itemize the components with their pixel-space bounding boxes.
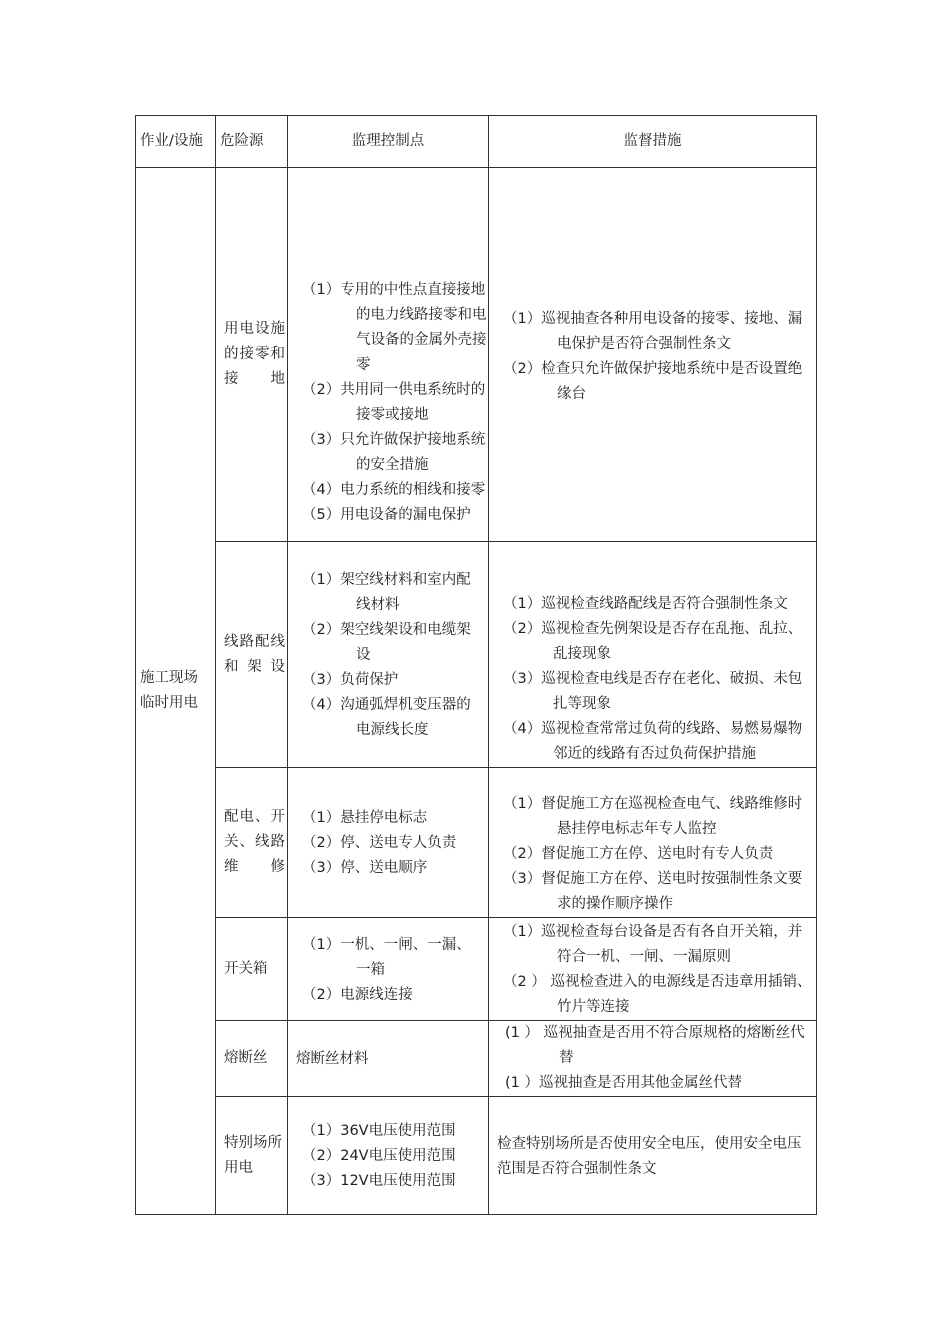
control-item: （5）用电设备的漏电保护: [302, 506, 471, 523]
control-points-cell: [288, 1097, 489, 1215]
control-item: （2）24V电压使用范围: [302, 1148, 456, 1164]
table-row: [136, 542, 817, 768]
measure-item: （1）巡视检查线路配线是否符合强制性条文: [503, 596, 788, 612]
control-item: （1）一机、一闸、一漏、一箱: [302, 936, 471, 978]
control-item: （2）架空线架设和电缆架设: [302, 622, 471, 663]
hazard-cell: 开关箱: [216, 918, 288, 1021]
measures-cell: [489, 768, 817, 918]
measure-item: （2）检查只允许做保护接地系统中是否设置绝缘台: [503, 360, 803, 402]
control-item: （2）停、送电专人负责: [302, 835, 457, 851]
hazard-cell: 用电设施的接零和接地: [216, 168, 288, 542]
header-row: [136, 116, 817, 168]
measure-item: （1）督促施工方在巡视检查电气、线路维修时悬挂停电标志年专人监控: [503, 796, 803, 837]
measures-cell: [489, 1021, 817, 1097]
safety-supervision-table: [135, 115, 817, 1215]
measure-item: (1 ） 巡视抽查是否用不符合原规格的熔断丝代替: [505, 1025, 805, 1066]
category-cell: 施工现场临时用电: [136, 168, 216, 1215]
measure-item: （2 ） 巡视检查进入的电源线是否违章用插销、竹片等连接: [503, 974, 812, 1015]
control-item: （3）负荷保护: [302, 672, 399, 688]
table-row: [136, 1097, 817, 1215]
header-supervision-measures: 监督措施: [489, 116, 817, 168]
header-control-points: 监理控制点: [288, 116, 489, 168]
measure-item: （4）巡视检查常常过负荷的线路、易燃易爆物邻近的线路有否过负荷保护措施: [503, 721, 803, 762]
control-item: （1）架空线材料和室内配线材料: [302, 572, 471, 613]
control-item: （3）只允许做保护接地系统的安全措施: [302, 431, 486, 473]
measures-cell: [489, 168, 817, 542]
control-item: （2）共用同一供电系统时的接零或接地: [302, 381, 486, 423]
hazard-cell: 配电、开关、线路维修: [216, 768, 288, 918]
control-points-cell: [288, 1021, 489, 1097]
control-item: （4）沟通弧焊机变压器的电源线长度: [302, 697, 471, 738]
measure-item: （1）巡视检查每台设备是否有各自开关箱，并符合一机、一闸、一漏原则: [503, 924, 803, 965]
control-item: （4）电力系统的相线和接零: [302, 481, 486, 498]
hazard-cell: 熔断丝: [216, 1021, 288, 1097]
measures-cell: [489, 542, 817, 768]
control-points-cell: [288, 542, 489, 768]
control-item: （2）电源线连接: [302, 986, 413, 1003]
measure-item: （3）巡视检查电线是否存在老化、破损、未包扎等现象: [503, 671, 803, 712]
control-points-cell: [288, 918, 489, 1021]
hazard-cell: 线路配线和架设: [216, 542, 288, 768]
table-row: [136, 768, 817, 918]
measure-item: （2）督促施工方在停、送电时有专人负责: [503, 846, 774, 862]
measure-item: （1）巡视抽查各种用电设备的接零、接地、漏电保护是否符合强制性条文: [503, 310, 803, 352]
control-item: （1）36V电压使用范围: [302, 1123, 456, 1139]
measure-item: （3）督促施工方在停、送电时按强制性条文要求的操作顺序操作: [503, 871, 803, 912]
control-points-cell: [288, 768, 489, 918]
table-row: [136, 1021, 817, 1097]
measure-item: (1 ）巡视抽查是否用其他金属丝代替: [505, 1075, 742, 1091]
control-item: 熔断丝材料: [296, 1051, 369, 1067]
control-item: （3）12V电压使用范围: [302, 1173, 456, 1189]
control-item: （1）悬挂停电标志: [302, 810, 428, 826]
measure-item: （2）巡视检查先例架设是否存在乱拖、乱拉、乱接现象: [503, 621, 803, 662]
measure-item: 检查特别场所是否使用安全电压，使用安全电压范围是否符合强制性条文: [497, 1135, 802, 1177]
measures-cell: [489, 918, 817, 1021]
table-row: [136, 918, 817, 1021]
header-activity: 作业/设施: [136, 116, 216, 168]
control-item: （1）专用的中性点直接接地的电力线路接零和电气设备的金属外壳接零: [302, 281, 487, 373]
measures-cell: [489, 1097, 817, 1215]
control-points-cell: [288, 168, 489, 542]
hazard-cell: 特别场所用电: [216, 1097, 288, 1215]
header-hazard: 危险源: [216, 116, 288, 168]
table-row: [136, 168, 817, 542]
control-item: （3）停、送电顺序: [302, 860, 428, 876]
